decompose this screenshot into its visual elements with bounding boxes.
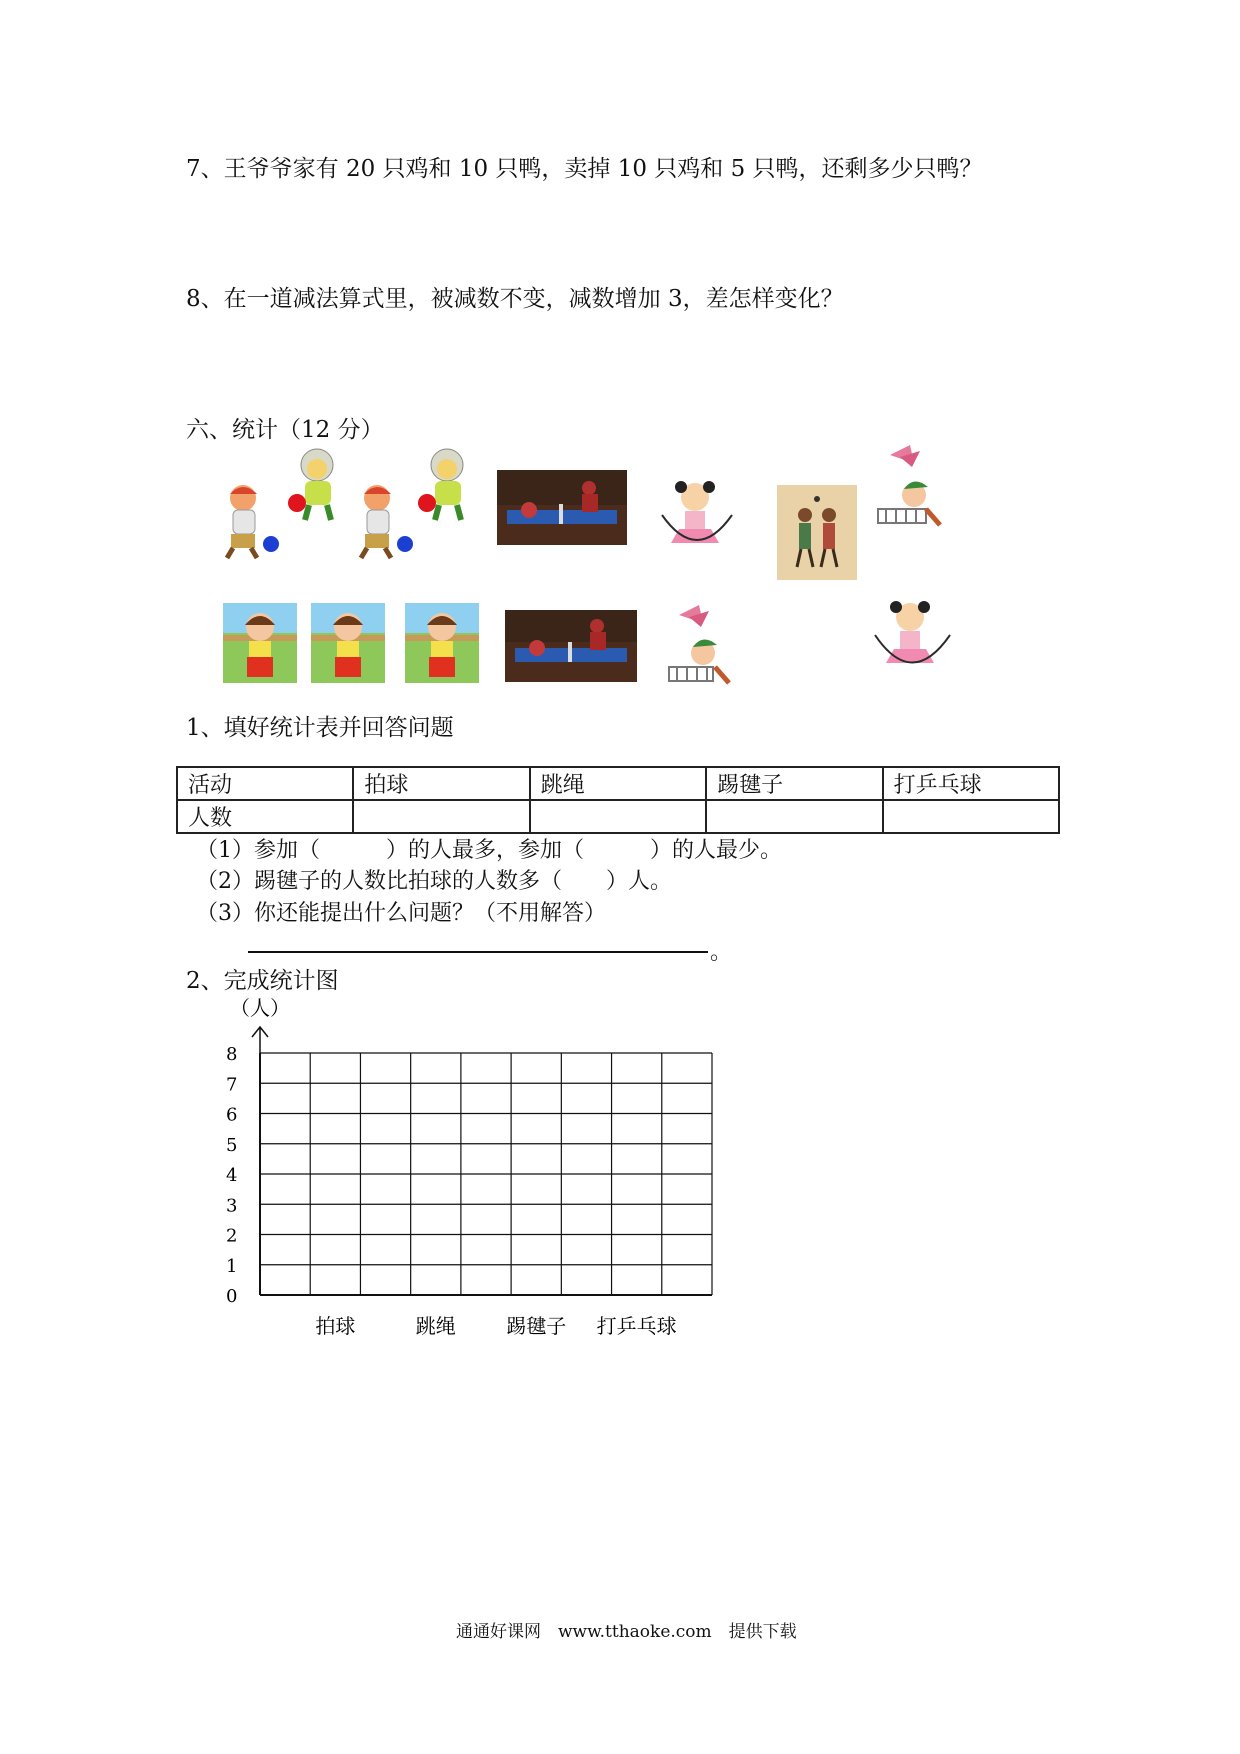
footer-text: 通通好课网 www.tthaoke.com 提供下载 — [456, 1622, 797, 1642]
table-header-row — [177, 767, 1059, 800]
x-category-label: 跳绳 — [415, 1314, 456, 1338]
x-category-label: 拍球 — [315, 1314, 356, 1338]
y-tick-label: 0 — [226, 1286, 238, 1307]
y-tick-label: 7 — [226, 1074, 238, 1096]
y-tick-label: 5 — [226, 1134, 238, 1156]
table-cell: 跳绳 — [530, 767, 706, 800]
table-cell: 踢毽子 — [706, 767, 882, 800]
jianzi-kickers-icon — [777, 485, 857, 580]
bar-chart — [200, 995, 740, 1355]
jump-rope-girl-icon — [657, 475, 737, 560]
table-row — [177, 800, 1059, 833]
y-tick-label: 2 — [226, 1225, 238, 1247]
y-tick-label: 1 — [226, 1255, 238, 1277]
y-axis-label: （人） — [230, 996, 290, 1020]
standing-girl-icon — [405, 603, 479, 683]
jump-rope-girl-icon — [870, 595, 955, 690]
table-cell: 拍球 — [353, 767, 529, 800]
ball-bouncing-girl-icon — [417, 445, 477, 525]
standing-girl-icon — [223, 603, 297, 683]
table-tennis-icon — [497, 470, 627, 545]
question-8: 8、在一道减法算式里，被减数不变，减数增加 3，差怎样变化？ — [186, 286, 844, 312]
count-input-cell[interactable] — [706, 800, 882, 833]
x-categories — [315, 1314, 676, 1338]
shuttlecock-kick-icon — [870, 445, 955, 535]
ball-bouncing-boy-icon — [213, 480, 283, 560]
answer-line[interactable] — [248, 951, 708, 953]
part2-title: 2、完成统计图 — [186, 968, 339, 994]
x-category-label: 打乒乓球 — [596, 1314, 677, 1338]
count-input-cell[interactable] — [530, 800, 706, 833]
sub-question-1: （1）参加（ ）的人最多，参加（ ）的人最少。 — [196, 838, 782, 863]
sub-question-3: （3）你还能提出什么问题？（不用解答） — [196, 901, 606, 926]
answer-period: 。 — [710, 940, 733, 965]
table-tennis-icon — [505, 610, 637, 682]
y-axis-arrow-icon — [252, 1027, 268, 1053]
standing-girl-icon — [311, 603, 385, 683]
statistics-table — [176, 766, 1060, 834]
activity-pictures — [205, 445, 965, 695]
table-cell: 打乒乓球 — [883, 767, 1059, 800]
table-cell: 活动 — [177, 767, 353, 800]
part1-title: 1、填好统计表并回答问题 — [186, 715, 454, 741]
y-tick-label: 4 — [226, 1165, 238, 1186]
shuttlecock-kick-icon — [665, 605, 740, 690]
section-title: 六、统计（12 分） — [186, 417, 384, 443]
sub-question-2: （2）踢毽子的人数比拍球的人数多（ ）人。 — [196, 869, 672, 894]
chart-grid — [260, 1053, 712, 1295]
y-ticks — [226, 1044, 237, 1307]
row-label: 人数 — [177, 800, 353, 833]
question-7: 7、王爷爷家有 20 只鸡和 10 只鸭，卖掉 10 只鸡和 5 只鸭，还剩多少只鸭？ — [186, 156, 983, 182]
ball-bouncing-girl-icon — [287, 445, 347, 525]
y-tick-label: 6 — [226, 1104, 238, 1126]
x-category-label: 踢毽子 — [506, 1314, 567, 1338]
ball-bouncing-boy-icon — [347, 480, 417, 560]
count-input-cell[interactable] — [353, 800, 529, 833]
count-input-cell[interactable] — [883, 800, 1059, 833]
y-tick-label: 3 — [226, 1195, 238, 1217]
y-tick-label: 8 — [226, 1044, 238, 1065]
